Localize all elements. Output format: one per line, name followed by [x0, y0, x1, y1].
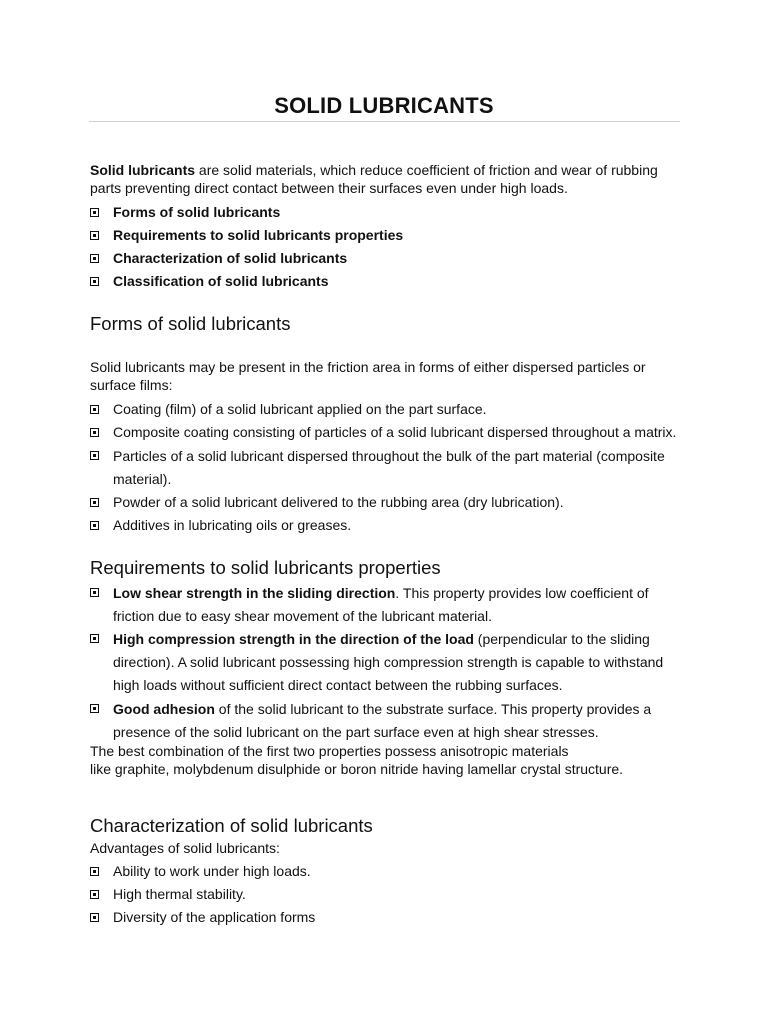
section-heading-forms: Forms of solid lubricants: [90, 313, 291, 334]
intro-line1: are solid materials, which reduce coefficient of friction and wear of rubbing: [195, 162, 658, 178]
list-item-line: Particles of a solid lubricant dispersed throughout the bulk of the part material (composite: [113, 448, 665, 464]
bullet-icon: [90, 277, 99, 286]
toc-item-label[interactable]: Requirements to solid lubricants properties: [113, 227, 404, 243]
forms-paragraph: [90, 358, 690, 394]
bullet-icon: [90, 521, 99, 530]
intro-bold-term: Solid lubricants: [90, 162, 196, 178]
intro-paragraph: [90, 161, 690, 197]
section-heading-characterization: Characterization of solid lubricants: [90, 815, 373, 836]
bullet-icon: [90, 634, 99, 643]
characterization-intro: Advantages of solid lubricants:: [90, 840, 280, 856]
forms-para-line1: Solid lubricants may be present in the friction area in forms of either dispersed particles or: [90, 359, 646, 375]
forms-para-line2: surface films:: [90, 377, 173, 393]
note-line1: The best combination of the first two properties possess anisotropic materials: [90, 743, 569, 759]
bullet-icon: [90, 428, 99, 437]
bullet-icon: [90, 231, 99, 240]
list-item-line: material).: [113, 471, 172, 487]
toc-item-label[interactable]: Classification of solid lubricants: [113, 273, 329, 289]
requirements-note: [90, 742, 690, 778]
toc-item-label[interactable]: Forms of solid lubricants: [113, 204, 281, 220]
bullet-icon: [90, 498, 99, 507]
document-page: SOLID LUBRICANTS Solid lubricants are solid materials, which reduce coefficient of friction and wear of rubbing parts preventing direct contact between their surfaces even under high loads. Forms of solid lubricants Requirements to solid lubricants properties Characterization of solid lubricants Classification of solid lubricants Forms of solid lubricants Solid lubricants may be present in the friction area in forms of either dispersed particles or surface films: Coating (film) of a solid lubricant applied on the part surface. Composite coating consisting of particles of a solid lubricant dispersed throughout a matrix. Particles of a solid lubricant dispersed throughout the bulk of the part material (composite material). Powder of a solid lubricant delivered to the rubbing area (dry lubrication). Additives in lubricating oils or greases. Requirements to solid lubricants properties Low shear strength in the sliding direction. This property provides low coefficient of friction due to easy shear movement of the lubricant material. High compression strength in the direction of the load (perpendicular to the sliding direction). A solid lubricant possessing high compression strength is capable to withstand high loads without sufficient direct contact between the rubbing surfaces. Good adhesion of the solid lubricant to the substrate surface. This property provides a presence of the solid lubricant on the part surface even at high shear stresses. The best combination of the first two properties possess anisotropic materials like graphite, molybdenum disulphide or boron nitride having lamellar crystal structure. Characterization of solid lubricants Advantages of solid lubricants: Ability to work under high loads. High thermal stability. Diversity of the application forms: [0, 0, 768, 1024]
bullet-icon: [90, 208, 99, 217]
section-heading-requirements: Requirements to solid lubricants properties: [90, 557, 441, 578]
toc-item-label[interactable]: Characterization of solid lubricants: [113, 250, 348, 266]
bullet-icon: [90, 867, 99, 876]
requirement-term: Low shear strength in the sliding direction: [113, 585, 396, 601]
requirement-term: Good adhesion: [113, 701, 215, 717]
page-title: SOLID LUBRICANTS: [274, 93, 494, 118]
bullet-icon: [90, 913, 99, 922]
note-line2: like graphite, molybdenum disulphide or boron nitride having lamellar crystal structure.: [90, 761, 624, 777]
requirement-term: High compression strength in the direction of the load: [113, 631, 474, 647]
title-divider: [89, 121, 680, 122]
bullet-icon: [90, 704, 99, 713]
bullet-icon: [90, 451, 99, 460]
bullet-icon: [90, 254, 99, 263]
bullet-icon: [90, 588, 99, 597]
bullet-icon: [90, 405, 99, 414]
intro-line2: parts preventing direct contact between their surfaces even under high loads.: [90, 180, 568, 196]
bullet-icon: [90, 890, 99, 899]
